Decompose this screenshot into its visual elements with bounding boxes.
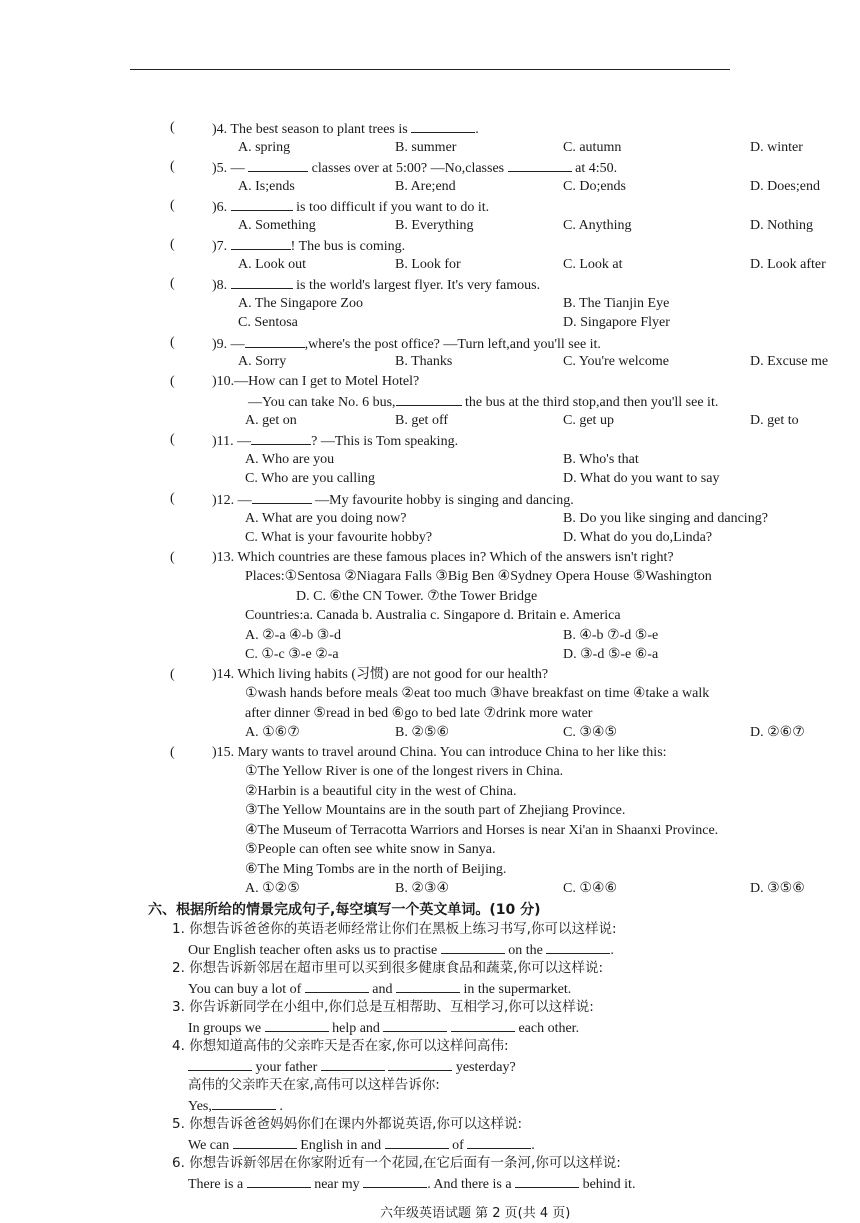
q7-option-a: A. Look out [238, 257, 307, 272]
answer-blank[interactable] [546, 940, 610, 954]
s6-q5-prompt: 5. 你想告诉爸爸妈妈你们在课内外都说英语,你可以这样说: [172, 1116, 523, 1132]
q6-option-d: D. Nothing [750, 218, 813, 233]
q9-option-d: D. Excuse me [750, 354, 829, 369]
answer-blank[interactable] [451, 1018, 515, 1032]
answer-blank[interactable] [231, 275, 293, 289]
q6-stem: )6. is too difficult if you want to do it. [212, 197, 489, 217]
answer-blank[interactable] [188, 1057, 252, 1071]
answer-blank[interactable] [265, 1018, 329, 1032]
q14-bracket: ( [170, 667, 175, 682]
q8-option-b: B. The Tianjin Eye [563, 296, 670, 311]
q15-stem: )15. Mary wants to travel around China. You can introduce China to her like this: [212, 745, 667, 760]
q4-stem: )4. The best season to plant trees is . [212, 119, 479, 139]
s6-q6-sentence: There is a near my . And there is a behind it. [188, 1174, 635, 1194]
answer-blank[interactable] [233, 1135, 297, 1149]
q4-option-c: C. autumn [563, 140, 622, 155]
q4-option-a: A. spring [238, 140, 291, 155]
q13-option-d: D. ③-d ⑤-e ⑥-a [563, 647, 659, 662]
q15-statement-2: ②Harbin is a beautiful city in the west of China. [245, 784, 517, 799]
q15-option-b: B. ②③④ [395, 881, 449, 896]
q14-stem: )14. Which living habits (习惯) are not good for our health? [212, 667, 549, 682]
q13-places: Places:①Sentosa ②Niagara Falls ③Big Ben ④Sydney Opera House ⑤Washington [245, 569, 712, 584]
q4-bracket: ( [170, 120, 175, 135]
answer-blank[interactable] [396, 392, 462, 406]
answer-blank[interactable] [247, 1174, 311, 1188]
q15-option-c: C. ①④⑥ [563, 881, 617, 896]
q6-option-a: A. Something [238, 218, 316, 233]
q8-option-a: A. The Singapore Zoo [238, 296, 363, 311]
q12-option-b: B. Do you like singing and dancing? [563, 511, 768, 526]
q14-habits-line: ①wash hands before meals ②eat too much ③have breakfast on time ④take a walk [245, 686, 710, 701]
q13-countries: Countries:a. Canada b. Australia c. Singapore d. Britain e. America [245, 608, 621, 623]
q14-option-b: B. ②⑤⑥ [395, 725, 449, 740]
q5-bracket: ( [170, 159, 175, 174]
s6-q1-sentence: Our English teacher often asks us to practise on the . [188, 940, 614, 960]
q4-option-b: B. summer [395, 140, 457, 155]
s6-q3-sentence: In groups we help and each other. [188, 1018, 579, 1038]
q13-places-cont: D. C. ⑥the CN Tower. ⑦the Tower Bridge [296, 589, 538, 604]
answer-blank[interactable] [388, 1057, 452, 1071]
q11-option-b: B. Who's that [563, 452, 639, 467]
q13-stem: )13. Which countries are these famous places in? Which of the answers isn't right? [212, 550, 674, 565]
q5-option-a: A. Is;ends [238, 179, 295, 194]
q13-option-a: A. ②-a ④-b ③-d [245, 628, 341, 643]
answer-blank[interactable] [508, 158, 572, 172]
q8-bracket: ( [170, 276, 175, 291]
q14-option-d: D. ②⑥⑦ [750, 725, 805, 740]
q6-option-b: B. Everything [395, 218, 474, 233]
q10-bracket: ( [170, 374, 175, 389]
answer-blank[interactable] [411, 119, 475, 133]
q7-option-c: C. Look at [563, 257, 623, 272]
q12-option-a: A. What are you doing now? [245, 511, 407, 526]
q7-option-d: D. Look after [750, 257, 826, 272]
s6-q1-prompt: 1. 你想告诉爸爸你的英语老师经常让你们在黑板上练习书写,你可以这样说: [172, 921, 617, 937]
q13-option-c: C. ①-c ③-e ②-a [245, 647, 339, 662]
q11-option-d: D. What do you want to say [563, 471, 720, 486]
top-rule [130, 69, 730, 70]
q6-option-c: C. Anything [563, 218, 632, 233]
answer-blank[interactable] [467, 1135, 531, 1149]
s6-q3-prompt: 3. 你告诉新同学在小组中,你们总是互相帮助、互相学习,你可以这样说: [172, 999, 594, 1015]
q11-stem: )11. — ? —This is Tom speaking. [212, 431, 458, 451]
answer-blank[interactable] [231, 197, 293, 211]
q15-statement-6: ⑥The Ming Tombs are in the north of Beijing. [245, 862, 507, 877]
page-footer: 六年级英语试题 第 2 页(共 4 页) [380, 1206, 571, 1221]
q10-option-c: C. get up [563, 413, 614, 428]
q6-bracket: ( [170, 198, 175, 213]
q11-option-c: C. Who are you calling [245, 471, 375, 486]
q13-bracket: ( [170, 550, 175, 565]
q7-stem: )7. ! The bus is coming. [212, 236, 405, 256]
q12-bracket: ( [170, 491, 175, 506]
answer-blank[interactable] [385, 1135, 449, 1149]
q14-option-c: C. ③④⑤ [563, 725, 617, 740]
q11-option-a: A. Who are you [245, 452, 335, 467]
q10-stem: )10.—How can I get to Motel Hotel? [212, 374, 420, 389]
answer-blank[interactable] [305, 979, 369, 993]
answer-blank[interactable] [248, 158, 308, 172]
q4-option-d: D. winter [750, 140, 803, 155]
q15-statement-1: ①The Yellow River is one of the longest rivers in China. [245, 764, 564, 779]
q9-bracket: ( [170, 335, 175, 350]
q12-option-c: C. What is your favourite hobby? [245, 530, 433, 545]
s6-q6-prompt: 6. 你想告诉新邻居在你家附近有一个花园,在它后面有一条河,你可以这样说: [172, 1155, 621, 1171]
q10-line2: —You can take No. 6 bus, the bus at the third stop,and then you'll see it. [248, 392, 718, 412]
q8-stem: )8. is the world's largest flyer. It's very famous. [212, 275, 540, 295]
q5-stem: )5. — classes over at 5:00? —No,classes at 4:50. [212, 158, 617, 178]
q14-habits-line-cont: after dinner ⑤read in bed ⑥go to bed late ⑦drink more water [245, 706, 593, 721]
q15-statement-5: ⑤People can often see white snow in Sanya. [245, 842, 496, 857]
answer-blank[interactable] [515, 1174, 579, 1188]
answer-blank[interactable] [363, 1174, 427, 1188]
q8-option-c: C. Sentosa [238, 315, 298, 330]
q13-option-b: B. ④-b ⑦-d ⑤-e [563, 628, 659, 643]
q10-option-d: D. get to [750, 413, 799, 428]
q10-option-b: B. get off [395, 413, 449, 428]
answer-blank[interactable] [251, 431, 311, 445]
answer-blank[interactable] [245, 334, 305, 348]
q14-option-a: A. ①⑥⑦ [245, 725, 300, 740]
section-6-heading: 六、根据所给的情景完成句子,每空填写一个英文单词。(10 分) [148, 902, 541, 918]
answer-blank[interactable] [212, 1096, 276, 1110]
s6-q4-prompt: 4. 你想知道高伟的父亲昨天是否在家,你可以这样问高伟: [172, 1038, 509, 1054]
s6-q5-sentence: We can English in and of . [188, 1135, 535, 1155]
q9-option-c: C. You're welcome [563, 354, 669, 369]
s6-q2-prompt: 2. 你想告诉新邻居在超市里可以买到很多健康食品和蔬菜,你可以这样说: [172, 960, 604, 976]
q5-option-d: D. Does;end [750, 179, 820, 194]
q7-option-b: B. Look for [395, 257, 461, 272]
q7-bracket: ( [170, 237, 175, 252]
s6-q4-prompt-2: 高伟的父亲昨天在家,高伟可以这样告诉你: [188, 1077, 440, 1093]
answer-blank[interactable] [252, 490, 312, 504]
q9-stem: )9. — ,where's the post office? —Turn left,and you'll see it. [212, 334, 601, 354]
answer-blank[interactable] [396, 979, 460, 993]
q15-statement-3: ③The Yellow Mountains are in the south part of Zhejiang Province. [245, 803, 626, 818]
s6-q4-answer-line: Yes, . [188, 1096, 283, 1116]
q11-bracket: ( [170, 432, 175, 447]
q12-stem: )12. — —My favourite hobby is singing and dancing. [212, 490, 574, 510]
q9-option-a: A. Sorry [238, 354, 287, 369]
q5-option-b: B. Are;end [395, 179, 456, 194]
s6-q4-sentence: your father yesterday? [188, 1057, 516, 1077]
answer-blank[interactable] [383, 1018, 447, 1032]
q15-option-d: D. ③⑤⑥ [750, 881, 805, 896]
q12-option-d: D. What do you do,Linda? [563, 530, 713, 545]
answer-blank[interactable] [231, 236, 291, 250]
s6-q2-sentence: You can buy a lot of and in the supermarket. [188, 979, 571, 999]
q8-option-d: D. Singapore Flyer [563, 315, 670, 330]
answer-blank[interactable] [441, 940, 505, 954]
q15-bracket: ( [170, 745, 175, 760]
q15-statement-4: ④The Museum of Terracotta Warriors and Horses is near Xi'an in Shaanxi Province. [245, 823, 719, 838]
q9-option-b: B. Thanks [395, 354, 453, 369]
q10-option-a: A. get on [245, 413, 297, 428]
answer-blank[interactable] [321, 1057, 385, 1071]
q5-option-c: C. Do;ends [563, 179, 626, 194]
q15-option-a: A. ①②⑤ [245, 881, 300, 896]
